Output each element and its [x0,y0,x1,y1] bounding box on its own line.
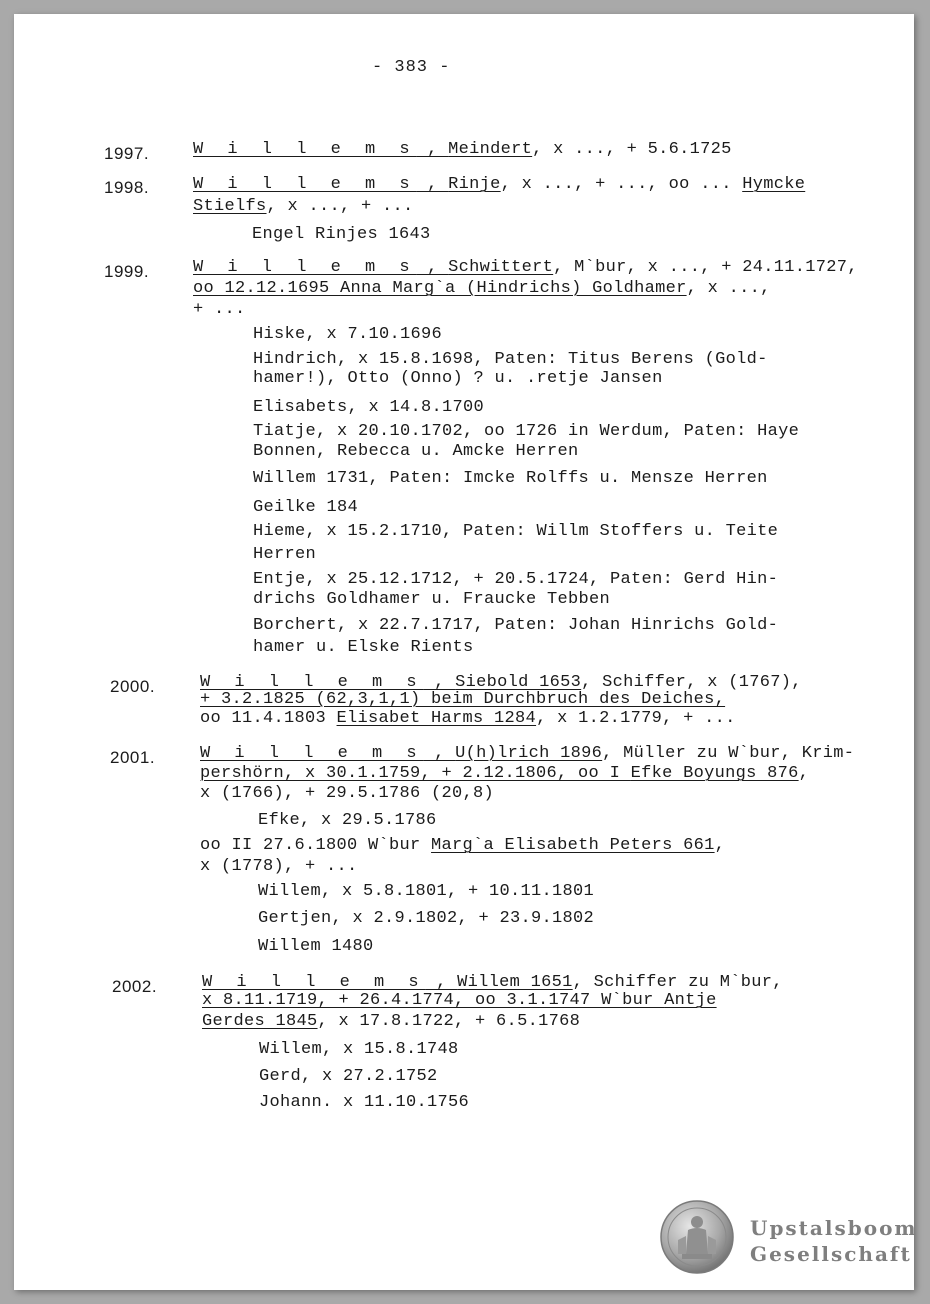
entry-line [202,991,717,1011]
child-entry: Borchert, x 22.7.1717, Paten: Johan Hinrichs Gold- [253,616,779,635]
spouse-name: Efke Boyungs 876 [630,764,799,783]
spouse-name: Anna Marg`a (Hindrichs) Goldhamer [340,279,687,298]
entry-details: , x ..., + 5.6.1725 [532,140,732,159]
child-entry-cont: Herren [253,545,317,564]
given-name: Schwittert [448,258,554,277]
society-name-line2: Gesellschaft [750,1242,912,1266]
entry-line [200,764,809,784]
child-entry: Engel Rinjes 1643 [252,225,431,244]
child-entry: Tiatje, x 20.10.1702, oo 1726 in Werdum, Paten: Haye [253,422,800,441]
given-name: Siebold 1653 [455,673,582,692]
entry-line: + ... [193,300,246,319]
entry-line: W i l l e m s , Rinje, x ..., + ..., oo ... Hymcke [193,175,806,194]
society-watermark [660,1200,918,1280]
entry-details: , Schiffer zu M`bur, [572,973,783,992]
child-entry: Entje, x 25.12.1712, + 20.5.1724, Paten: Gerd Hin- [253,570,779,589]
entry-line [193,279,771,299]
entry-line: x (1766), + 29.5.1786 (20,8) [200,784,495,803]
entry-line: + 3.2.1825 (62,3,1,1) beim Durchbruch des Deiches, [200,690,726,709]
entry-number: 1998. [104,178,150,197]
page-number: - 383 - [372,58,451,77]
entry-line: W i l l e m s , Meindert, x ..., + 5.6.1725 [193,140,732,159]
child-entry: Johann. x 11.10.1756 [259,1093,470,1112]
entry-line [193,197,414,217]
entry-number: 2000. [110,677,156,696]
entry-details: , Müller zu W`bur, Krim- [602,744,855,763]
second-marriage-line: x (1778), + ... [200,857,358,876]
child-entry: Willem 1480 [258,937,374,956]
child-entry: Elisabets, x 14.8.1700 [253,398,485,417]
entry-details: , x 1.2.1779, + ... [536,709,736,728]
entry-line: W i l l e m s , Siebold 1653, Schiffer, x (1767), [200,673,802,692]
marriage-date: oo II 27.6.1800 W`bur [200,836,432,855]
entry-number: 2002. [112,977,158,996]
entry-details: , [714,836,726,855]
child-entry: Geilke 184 [253,498,359,517]
marriage-date: oo 12.12.1695 [193,279,341,298]
surname: W i l l e m s [200,673,424,692]
entry-details: , x 17.8.1722, + 6.5.1768 [317,1012,581,1031]
entry-number: 1999. [104,262,150,281]
entry-details: , Schiffer, x (1767), [581,673,802,692]
child-entry: Gertjen, x 2.9.1802, + 23.9.1802 [258,909,595,928]
given-name: U(h)lrich 1896 [455,744,603,763]
entry-line: W i l l e m s , U(h)lrich 1896, Müller zu W`bur, Krim- [200,744,855,763]
given-name: Rinje [448,175,501,194]
entry-details: , x ..., + ... [266,197,414,216]
entry-details: , x ..., + ..., oo ... [500,175,743,194]
child-entry-cont: hamer u. Elske Rients [253,638,474,657]
surname: W i l l e m s [202,973,426,992]
entry-line [200,709,736,729]
second-marriage-line [200,836,725,856]
spouse-name: Marg`a Elisabeth Peters 661 [431,836,715,855]
surname: W i l l e m s [193,140,417,159]
surname: W i l l e m s [193,175,417,194]
seal-medallion-icon [660,1200,734,1274]
entry-number: 1997. [104,144,150,163]
entry-number: 2001. [110,748,156,767]
society-name-line1: Upstalsboom [750,1216,918,1240]
marriage-date: oo 11.4.1803 [200,709,337,728]
entry-details: x 8.11.1719, + 26.4.1774, oo 3.1.1747 W`bur [202,991,665,1010]
child-entry-cont: drichs Goldhamer u. Fraucke Tebben [253,590,611,609]
entry-line: W i l l e m s , Willem 1651, Schiffer zu M`bur, [202,973,783,992]
spouse-name: Stielfs [193,197,267,216]
entry-details: , [798,764,810,783]
surname: W i l l e m s [200,744,424,763]
child-entry: Willem, x 15.8.1748 [259,1040,459,1059]
child-entry: Hieme, x 15.2.1710, Paten: Willm Stoffers u. Teite [253,522,779,541]
child-entry: Hindrich, x 15.8.1698, Paten: Titus Berens (Gold- [253,350,768,369]
spouse-name: Hymcke [742,175,806,194]
spouse-name: Antje [664,991,717,1010]
child-entry: Willem 1731, Paten: Imcke Rolffs u. Mensze Herren [253,469,768,488]
child-entry-cont: Bonnen, Rebecca u. Amcke Herren [253,442,579,461]
entry-line [202,1012,580,1032]
surname: W i l l e m s [193,258,417,277]
child-entry: Hiske, x 7.10.1696 [253,325,443,344]
child-entry: Gerd, x 27.2.1752 [259,1067,438,1086]
given-name: Willem 1651 [457,973,573,992]
entry-details: , M`bur, x ..., + 24.11.1727, [553,258,858,277]
child-entry-cont: hamer!), Otto (Onno) ? u. .retje Jansen [253,369,663,388]
child-entry: Willem, x 5.8.1801, + 10.11.1801 [258,882,595,901]
entry-details: pershörn, x 30.1.1759, + 2.12.1806, oo I [200,764,631,783]
spouse-name: Elisabet Harms 1284 [336,709,537,728]
spouse-name: Gerdes 1845 [202,1012,318,1031]
entry-line: W i l l e m s , Schwittert, M`bur, x ..., + 24.11.1727, [193,258,858,277]
child-entry: Efke, x 29.5.1786 [258,811,437,830]
given-name: Meindert [448,140,533,159]
entry-details: , x ..., [686,279,771,298]
